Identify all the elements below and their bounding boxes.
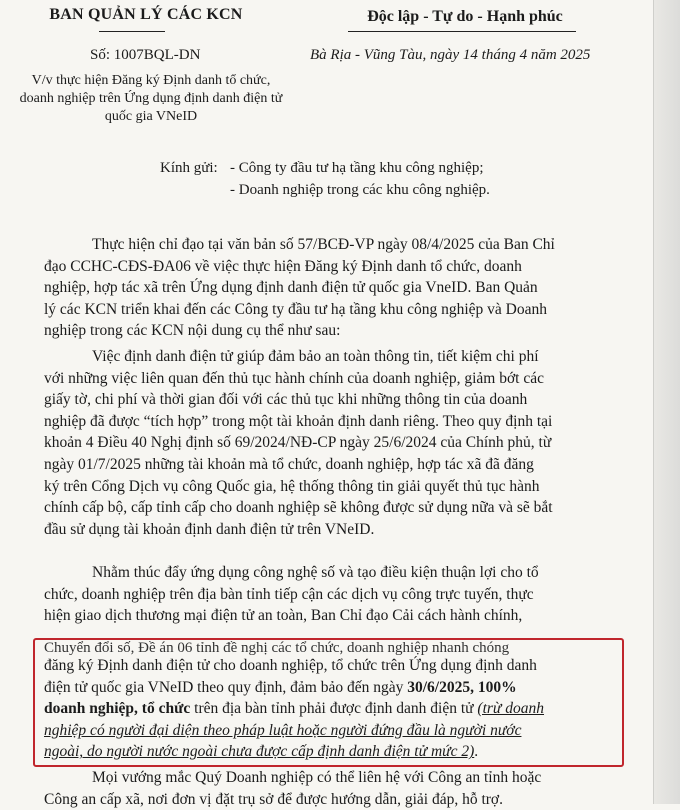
text-line: ký trên Cổng Dịch vụ công Quốc gia, hệ thống thông tin giải quyết thủ tục hành (44, 477, 540, 495)
obscured-text-line: Chuyển đổi số, Đề án 06 tỉnh đề nghị các tổ chức, doanh nghiệp nhanh chóng (44, 640, 510, 656)
text-line: nghiệp trong các KCN nội dung cụ thể như sau: (44, 322, 341, 340)
text-run: điện tử quốc gia VNeID theo quy định, đảm bảo đến ngày (44, 678, 408, 696)
text-line (44, 677, 632, 699)
document-number: Số: 1007BQL-DN (90, 47, 201, 63)
text-line: Việc định danh điện tử giúp đảm bảo an toàn thông tin, tiết kiệm chi phí (92, 348, 539, 365)
paragraph-deadline (44, 655, 632, 763)
paragraph-promotion (44, 562, 632, 627)
agency-header (16, 6, 276, 24)
place-and-date: Bà Rịa - Vũng Tàu, ngày 14 tháng 4 năm 2025 (310, 47, 591, 63)
text-run: . (474, 743, 479, 761)
text-line: với những việc liên quan đến thủ tục hành chính của doanh nghiệp, giảm bớt các (44, 369, 544, 387)
text-line: giấy tờ, chi phí và thời gian đối với các thủ tục khi những thông tin của doanh (44, 391, 528, 409)
page-edge-shadow (653, 0, 680, 804)
recipients-label: Kính gửi: (160, 160, 218, 176)
text-line: nghiệp, hợp tác xã trên Ứng dụng định danh điện tử quốc gia VneID. Ban Quản (44, 279, 538, 297)
text-line: Mọi vướng mắc Quý Doanh nghiệp có thể liên hệ với Công an tỉnh hoặc (92, 769, 542, 786)
text-line (44, 720, 632, 742)
text-line: lý các KCN triển khai đến các Công ty đầu tư hạ tầng khu công nghiệp và Doanh (44, 300, 547, 318)
document-subject: V/v thực hiện Đăng ký Định danh tổ chức, doanh nghiệp trên Ứng dụng định danh điện tử quốc gia VNeID (19, 73, 283, 124)
agency-underline (99, 31, 165, 32)
national-motto: Độc lập - Tự do - Hạnh phúc (367, 8, 563, 25)
agency-name: BAN QUẢN LÝ CÁC KCN (49, 6, 243, 23)
recipient-item: - Doanh nghiệp trong các khu công nghiệp. (230, 182, 490, 198)
text-run: trên địa bàn tỉnh phải được định danh điện tử (190, 700, 478, 718)
text-line: hiện giao dịch thương mại điện tử an toàn, Ban Chỉ đạo Cải cách hành chính, (44, 607, 523, 625)
text-line: ngày 01/7/2025 những tài khoản mà tổ chức, doanh nghiệp, hợp tác xã đã đăng (44, 455, 534, 473)
recipient-item: - Công ty đầu tư hạ tầng khu công nghiệp; (230, 160, 484, 176)
text-line (44, 741, 632, 763)
text-line: chức, doanh nghiệp trên địa bàn tỉnh tiếp cận các dịch vụ công trực tuyến, thực (44, 585, 534, 603)
text-line: đầu sử dụng tài khoản định danh điện tử trên VNeID. (44, 520, 375, 538)
text-line: nghiệp đã được “tích hợp” trong một tài khoản định danh riêng. Theo quy định tại (44, 412, 553, 430)
text-line: chính cấp bộ, cấp tỉnh cấp cho doanh nghiệp sẽ không được sử dụng nữa và sẽ bắt (44, 499, 553, 517)
exception-note: (trừ doanh (477, 700, 545, 718)
target-entities: doanh nghiệp, tổ chức (44, 700, 191, 718)
motto-underline (348, 31, 576, 32)
deadline-date: 30/6/2025, 100% (407, 678, 517, 696)
text-line (44, 698, 632, 720)
exception-note: nghiệp có người đại diện theo pháp luật hoặc người đứng đầu là người nước (44, 721, 522, 739)
text-line: Nhằm thúc đẩy ứng dụng công nghệ số và tạo điều kiện thuận lợi cho tổ (92, 564, 539, 581)
text-line: đăng ký Định danh điện tử cho doanh nghiệp, tổ chức trên Ứng dụng định danh (44, 657, 537, 674)
exception-note: ngoài, do người nước ngoài chưa được cấp định danh điện tử mức 2) (44, 743, 475, 761)
text-line: khoản 4 Điều 40 Nghị định số 69/2024/NĐ-CP ngày 25/6/2024 của Chính phủ, từ (44, 434, 552, 452)
text-line: Công an cấp xã, nơi đơn vị đặt trụ sở để được hướng dẫn, giải đáp, hỗ trợ. (44, 790, 503, 808)
text-line: đạo CCHC-CĐS-ĐA06 về việc thực hiện Đăng ký Định danh tổ chức, doanh (44, 257, 522, 275)
paragraph-benefits (44, 346, 632, 540)
paragraph-directive (44, 234, 632, 342)
text-line: Thực hiện chỉ đạo tại văn bản số 57/BCĐ-VP ngày 08/4/2025 của Ban Chỉ (92, 236, 555, 253)
